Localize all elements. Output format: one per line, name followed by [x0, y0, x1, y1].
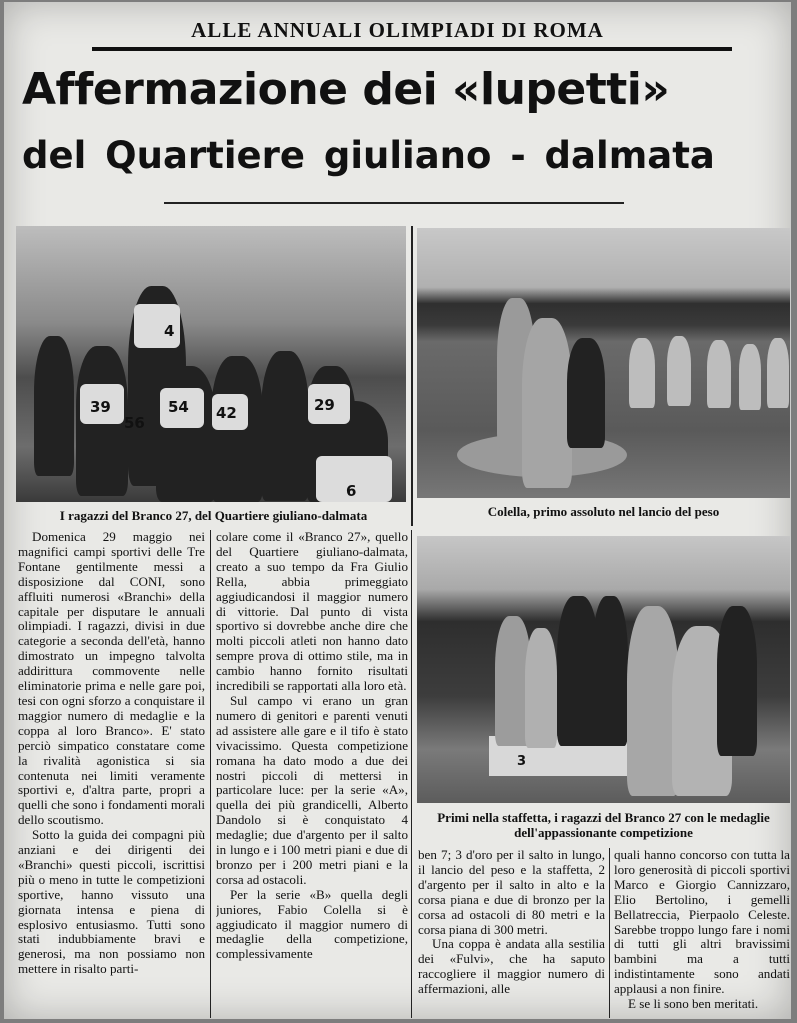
bib-number: 56 — [124, 414, 145, 432]
article-paragraph: quali hanno concorso con tutta la loro generosità di piccoli sportivi Marco e Giorgio Cannizzaro, Elio Bertolino, i gemelli Bellatreccia, Pierpaolo Celeste. Sarebbe troppo lungo fare i nomi di tutti gli altri bravissimi bambini ma a tutti indistintamente sono andati applausi a non finire. — [614, 848, 790, 997]
photo-branco-27-group — [16, 226, 406, 502]
kicker-headline: ALLE ANNUALI OLIMPIADI DI ROMA — [191, 18, 604, 42]
headline-line-2: del Quartiere giuliano - dalmata — [22, 134, 715, 177]
article-paragraph: Per la serie «B» quella degli juniores, Fabio Colella si è aggiudicato il maggior numero di medaglie della competizione, complessivamente — [216, 886, 408, 962]
column-rule — [411, 530, 412, 1018]
article-column-2 — [216, 530, 408, 1018]
bib-number: 4 — [164, 322, 175, 340]
column-rule — [411, 226, 413, 526]
article-paragraph: ben 7; 3 d'oro per il salto in lungo, il lancio del peso e la staffetta, 2 d'argento per il salto in alto e la corsa piana e due di bronzo per la corsa ad ostacoli di 80 metri e la corsa piana di 300 metri. — [418, 848, 605, 937]
article-column-3 — [418, 848, 605, 1018]
photo-shot-put — [417, 228, 790, 498]
bib-number: 54 — [168, 398, 189, 416]
article-paragraph: Sul campo vi erano un gran numero di genitori e parenti venuti ad assistere alle gare e il tifo è stato vivacissimo. Questa competizione romana ha dato modo a due dei nostri piccoli di mettersi in particolare luce: per la serie «A», quella dei più grandicelli, Alberto Dandolo si è conquistato 4 medaglie; due d'argento per il salto in lungo e i 100 metri piani e due di bronzo per i 200 metri piani e la corsa ad ostacoli. — [216, 692, 408, 887]
bib-number: 39 — [90, 398, 111, 416]
bib-number: 6 — [346, 482, 357, 500]
article-paragraph: Una coppa è andata alla sestilia dei «Fulvi», che ha saputo raccogliere il maggior numero di affermazioni, alle — [418, 936, 605, 997]
top-rule — [92, 47, 732, 51]
article-paragraph: Domenica 29 maggio nei magnifici campi sportivi delle Tre Fontane gentilmente messi a disposizione dal CONI, sono affluiti numerosi «Branchi» della capitale per disputare le annuali olimpiadi. I ragazzi, divisi in due categorie a seconda dell'età, hanno dimostrato un impegno talvolta addirittura commovente nelle eliminatorie prima e nelle gare poi, tesi con ogni sforzo a conquistare il maggior numero di medaglie e la coppa al loro Branco». E' stato perciò simpatico constatare come la rivalità agonistica si sia contenuta nei limiti veramente sportivi e, d'altra parte, propri a quelli che sono i fondamenti morali dello scoutismo. — [18, 530, 205, 828]
bib-number: 29 — [314, 396, 335, 414]
photo-caption-2: Colella, primo assoluto nel lancio del peso — [487, 504, 720, 519]
article-paragraph: Sotto la guida dei compagni più anziani e dei dirigenti dei «Branchi» questi piccoli, iscrittisi più o meno in tutte le competizioni sportive, hanno vissuto una giornata intensa e piena di esplosivo entusiasmo. Tutti sono stati indubbiamente bravi e generosi, ma non possiamo non mettere in risalto parti- — [18, 827, 205, 977]
article-paragraph: E se li sono ben meritati. — [628, 996, 759, 1012]
column-rule — [210, 530, 211, 1018]
photo-caption-1: I ragazzi del Branco 27, del Quartiere giuliano-dalmata — [59, 508, 368, 523]
photo-caption-3: Primi nella staffetta, i ragazzi del Branco 27 con le medaglie dell'appassionante competizione — [437, 810, 770, 840]
headline-rule — [164, 202, 624, 204]
newspaper-clipping — [4, 2, 791, 1019]
article-column-1 — [18, 530, 205, 1018]
column-rule — [609, 848, 610, 1018]
article-column-4 — [614, 848, 790, 1018]
bib-number: 42 — [216, 404, 237, 422]
photo-relay-podium — [417, 536, 790, 803]
article-paragraph: colare come il «Branco 27», quello del Quartiere giuliano-dalmata, creato a suo tempo da Fra Giulio Rella, abbia primeggiato aggiudicandosi il maggior numero di vittorie. Dal punto di vista sportivo si dovrebbe anche dire che molti piccoli atleti non hanno dato sempre prova di ottimo stile, ma in cambio hanno fornito risultati incredibili se rapportati alla loro età. — [216, 530, 408, 694]
headline-line-1: Affermazione dei «lupetti» — [22, 64, 670, 115]
podium-number: 3 — [517, 754, 527, 769]
